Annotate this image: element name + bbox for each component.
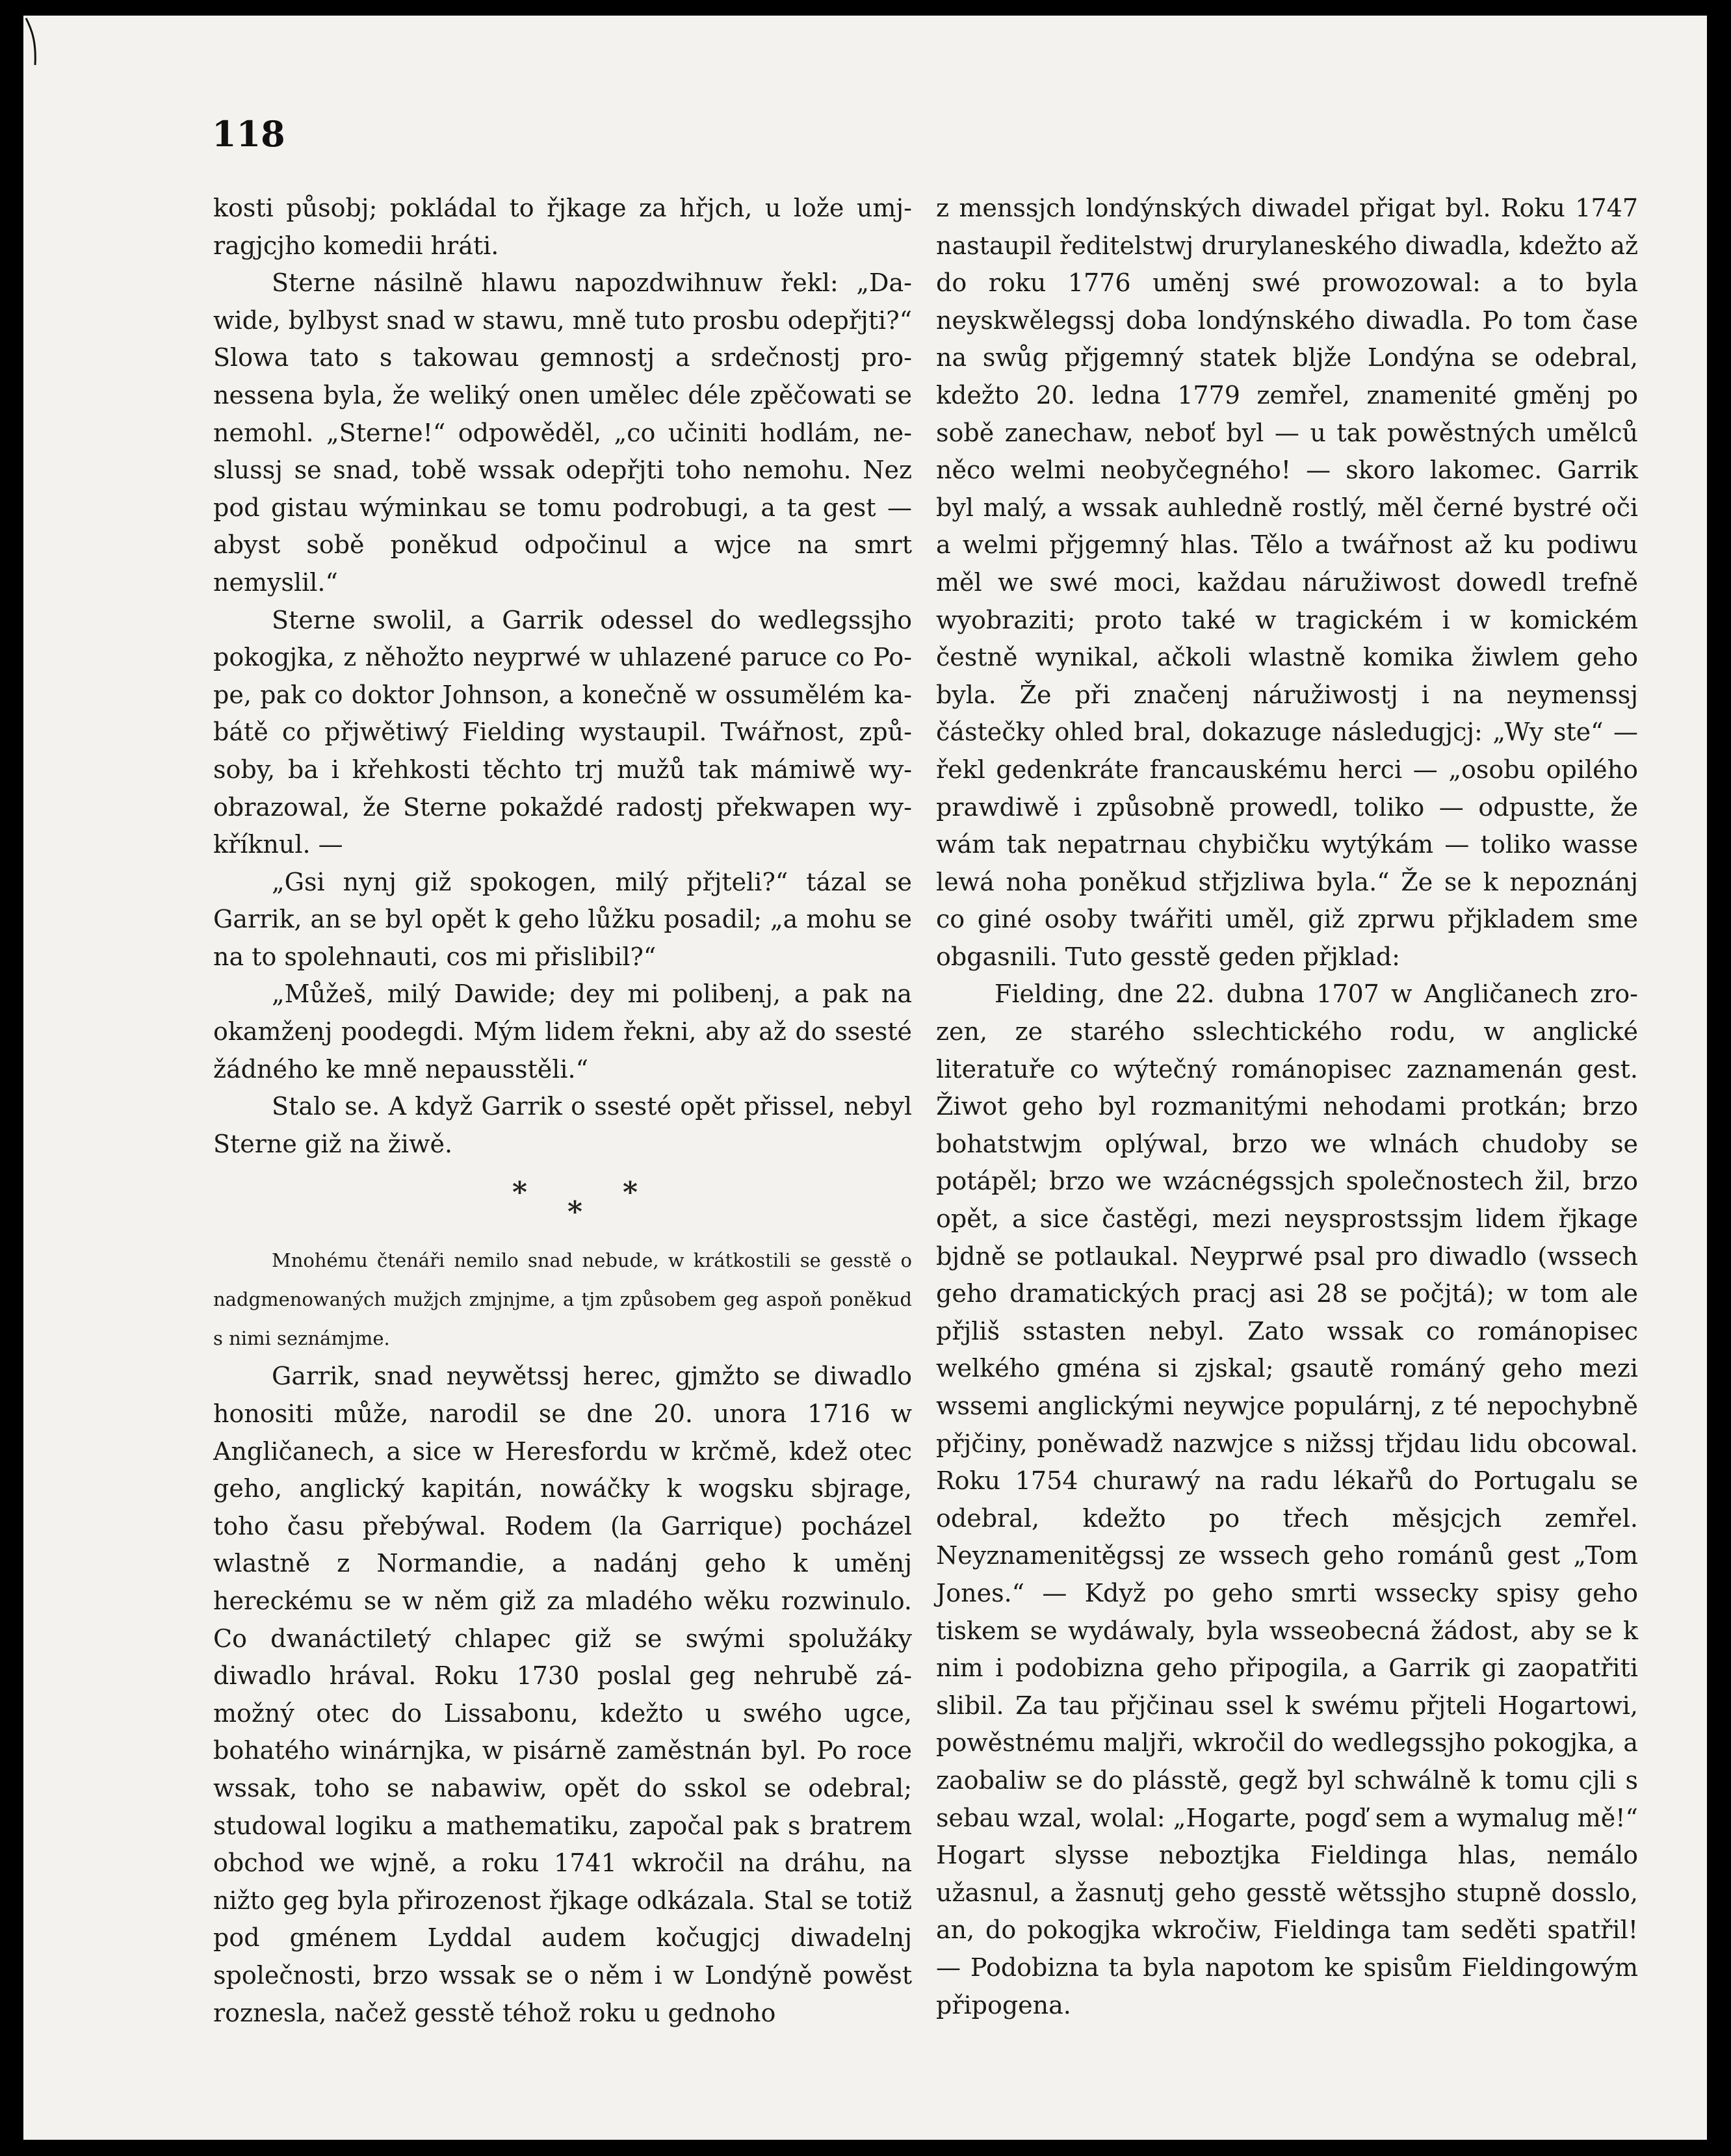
asterisk: * [567,1195,583,1229]
paragraph: z menssjch londýnských diwadel přigat byl. Roku 1747 nastaupil ředitelstwj drurylaneského diwadla, kdežto až do roku 1776 uměnj swé prowozowal: a to byla neyskwělegssj doba londýnského diwadla. Po tom čase na swůg přjgemný statek bljže Londýna se odebral, kdežto 20. ledna 1779 zemřel, znamenité gměnj po sobě zanechaw, neboť byl — u tak powěstných umělců něco welmi neobyčegného! — skoro lakomec. Garrik byl malý, a wssak auhledně rostlý, měl černé bystré oči a welmi přjgemný hlas. Tělo a twářnost až ku podiwu měl we swé moci, každau náružiwost dowedl trefně wyobraziti; proto také w tragickém i w komickém čestně wynikal, ačkoli wlastně komika žiwlem geho byla. Že při značenj náružiwostj i na neymenssj částečky ohled bral, dokazuge následugjcj: „Wy ste“ — řekl gedenkráte francauskému herci — „osobu opilého prawdiwě i způsobně prowedl, toliko — odpustte, že wám tak nepatrnau chybičku wytýkám — toliko wasse lewá noha poněkud střjzliwa byla.“ Že se k nepoznánj co giné osoby twářiti uměl, giž zprwu přjkladem sme obgasnili. Tuto gesstě geden přjklad: [936,194,1638,971]
page-number: 118 [212,113,285,155]
paragraph: „Gsi nynj giž spokogen, milý přjteli?“ tázal se Garrik, an se byl opět k geho lůžku posadil; „a mohu se na to spolehnauti, cos mi přislibil?“ [213,867,912,971]
paragraph: Sterne násilně hlawu napozdwihnuw řekl: „Dawide, bylbyst snad w stawu, mně tuto prosbu odepřjti?“ Slowa tato s takowau gemnostj a srdečnostj pronessena byla, že weliký onen umělec déle zpěčowati se nemohl. „Sterne!“ odpowěděl, „co učiniti hodlám, neslussj se snad, tobě wssak odepřjti toho nemohu. Nez pod gistau wýminkau se tomu podrobugi, a ta gest — abyst sobě poněkud odpočinul a wjce na smrt nemyslil.“ [213,268,912,597]
paragraph: kosti působj; pokládal to řjkage za hřjch, u lože umjragjcjho komedii hráti. [213,194,912,260]
intro-note: Mnohému čtenáři nemilo snad nebude, w krátkostili se gesstě o nadgmenowaných mužjch zmjnjme, a tjm způsobem geg aspoň poněkud s nimi seznámjme. [213,1249,912,1350]
book-page [23,16,1707,2140]
corner-scratch-mark [23,16,75,68]
asterism-separator [213,1163,912,1241]
asterisk: * [512,1176,528,1210]
paragraph: Stalo se. A když Garrik o ssesté opět přissel, nebyl Sterne giž na žiwě. [213,1092,912,1158]
paragraph: Sterne swolil, a Garrik odessel do wedlegssjho pokogjka, z něhožto neyprwé w uhlazené paruce co Pope, pak co doktor Johnson, a konečně w ossumělém kabátě co přjwětiwý Fielding wystaupil. Twářnost, způsoby, ba i křehkosti těchto trj mužů tak mámiwě wyobrazowal, že Sterne pokaždé radostj překwapen wykříknul. — [213,605,912,859]
right-column [936,190,1638,2024]
left-column [213,190,912,2032]
paragraph-garrick: Garrik, snad neywětssj herec, gjmžto se diwadlo honositi může, narodil se dne 20. unora 1716 w Angličanech, a sice w Heresfordu w krčmě, kdež otec geho, anglický kapitán, nowáčky k wogsku sbjrage, toho času přebýwal. Rodem (la Garrique) pocházel wlastně z Normandie, a nadánj geho k uměnj hereckému se w něm giž za mladého wěku rozwinulo. Co dwanáctiletý chlapec giž se swými spolužáky diwadlo hrával. Roku 1730 poslal geg nehrubě zámožný otec do Lissabonu, kdežto u swého ugce, bohatého winárnjka, w pisárně zaměstnán byl. Po roce wssak, toho se nabawiw, opět do sskol se odebral; studowal logiku a mathematiku, započal pak s bratrem obchod we wjně, a roku 1741 wkročil na dráhu, na nižto geg byla přirozenost řjkage odkázala. Stal se totiž pod gménem Lyddal audem kočugjcj diwadelnj společnosti, brzo wssak se o něm i w Londýně powěst roznesla, načež gesstě téhož roku u gednoho [213,1362,912,2027]
paragraph: „Můžeš, milý Dawide; dey mi polibenj, a pak na okamženj poodegdi. Mým lidem řekni, aby až do ssesté žádného ke mně nepausstěli.“ [213,980,912,1084]
asterisk: * [623,1176,638,1210]
paragraph-fielding: Fielding, dne 22. dubna 1707 w Angličanech zrozen, ze starého sslechtického rodu, w anglické literatuře co wýtečný románopisec zaznamenán gest. Žiwot geho byl rozmanitými nehodami protkán; brzo bohatstwjm oplýwal, brzo we wlnách chudoby se potápěl; brzo we wzácnégssjch společnostech žil, brzo opět, a sice častěgi, mezi neysprostssjm lidem řjkage bjdně se potlaukal. Neyprwé psal pro diwadlo (wssech geho dramatických pracj asi 28 se počjtá); w tom ale přjliš sstasten nebyl. Zato wssak co románopisec welkého gména si zjskal; gsautě románý geho mezi wssemi anglickými neywjce populárnj, z té nepochybně přjčiny, poněwadž nazwjce s nižssj třjdau lidu obcowal. Roku 1754 churawý na radu lékařů do Portugalu se odebral, kdežto po třech měsjcjch zemřel. Neyznamenitěgssj ze wssech geho románů gest „Tom Jones.“ — Když po geho smrti wssecky spisy geho tiskem se wydáwaly, byla wsseobecná žádost, aby se k nim i podobizna geho připogila, a Garrik gi zaopatřiti slibil. Za tau přjčinau ssel k swému přjteli Hogartowi, powěstnému maljři, wkročil do wedlegssjho pokogjka, a zaobaliw se do plásstě, gegž byl schwálně k tomu cjli s sebau wzal, wolal: „Hogarte, pogď sem a wymalug mě!“ Hogart slysse neboztjka Fieldinga hlas, nemálo užasnul, a žasnutj geho gesstě wětssjho stupně dosslo, an, do pokogjka wkročiw, Fieldinga tam seděti spatřil! — Podobizna ta byla napotom ke spisům Fieldingowým připogena. [936,980,1638,2020]
